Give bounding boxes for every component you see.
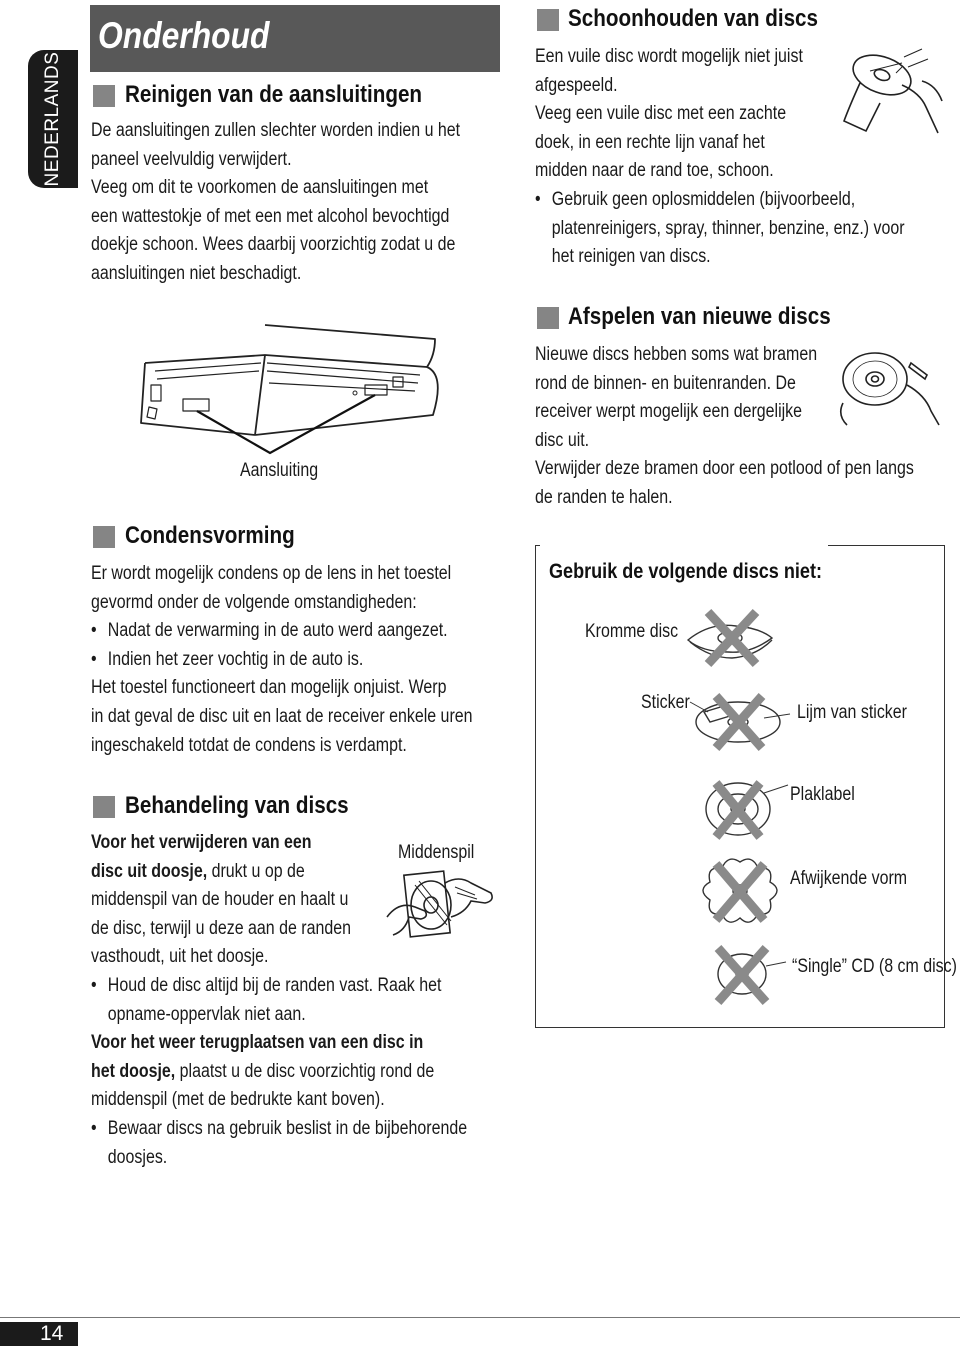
receiver-connector-illustration — [135, 315, 465, 460]
bold-phrase: Voor het weer terugplaatsen van een disc in — [91, 1032, 424, 1054]
text-line: disc uit. — [535, 429, 590, 451]
section-marker — [93, 85, 115, 107]
paragraph-condens — [91, 560, 473, 760]
page-title-bar — [90, 5, 500, 72]
text-line: gevormd onder de volgende omstandigheden: — [91, 591, 417, 613]
text-line — [91, 858, 467, 887]
label-plaklabel: Plaklabel — [790, 784, 855, 805]
paragraph-reinigen — [91, 117, 460, 289]
text-line: Een vuile disc wordt mogelijk niet juist — [535, 46, 803, 67]
label-lijm-van-sticker: Lijm van sticker — [797, 702, 907, 723]
page-number: 14 — [40, 1322, 64, 1345]
page-title: Onderhoud — [98, 15, 270, 56]
section-marker — [93, 526, 115, 548]
label-disc-icon — [700, 775, 790, 841]
shaped-disc-icon — [700, 856, 780, 926]
text-line: De aansluitingen zullen slechter worden indien u het — [91, 120, 461, 141]
page-number-tab — [0, 1322, 78, 1346]
text-line: Verwijder deze bramen door een potlood of pen langs — [535, 458, 914, 480]
language-tab — [28, 50, 78, 188]
bold-phrase: disc uit doosje, — [91, 860, 208, 882]
bullet-continuation: opname-oppervlak niet aan. — [107, 1003, 306, 1025]
bullet-continuation: het reinigen van discs. — [551, 246, 711, 268]
text-line: aansluitingen niet beschadigt. — [91, 262, 302, 284]
text-line: de randen te halen. — [535, 486, 673, 508]
box-title: Gebruik de volgende discs niet: — [549, 560, 822, 583]
text-line — [91, 1029, 467, 1058]
text-line: paneel veelvuldig verwijdert. — [91, 148, 292, 170]
heading-behandeling: Behandeling van discs — [125, 792, 349, 819]
label-afwijkende-vorm: Afwijkende vorm — [790, 868, 908, 889]
bold-phrase: Voor het verwijderen van een — [91, 832, 312, 853]
box-top-border — [828, 545, 945, 546]
heading-afspelen: Afspelen van nieuwe discs — [568, 303, 831, 330]
text-run: drukt u op de — [207, 860, 305, 882]
label-single-cd: “Single” CD (8 cm disc) — [792, 956, 957, 977]
text-line: in dat geval de disc uit en laat de receiver enkele uren — [91, 705, 473, 727]
section-marker — [537, 9, 559, 31]
single-cd-icon — [706, 942, 786, 1008]
label-sticker: Sticker — [641, 692, 690, 713]
heading-condensvorming: Condensvorming — [125, 522, 295, 549]
disc-deburring-illustration — [835, 345, 945, 430]
section-marker — [93, 796, 115, 818]
bullet-continuation: platenreinigers, spray, thinner, benzine, enz.) voor — [551, 217, 905, 239]
text-line: rond de binnen- en buitenranden. De — [535, 372, 796, 394]
bullet-item: • Gebruik geen oplosmiddelen (bijvoorbeeld, — [535, 186, 905, 215]
bullet-item: • Bewaar discs na gebruik beslist in de bijbehorende — [91, 1115, 467, 1144]
text-line: doek, in een rechte lijn vanaf het — [535, 131, 765, 153]
label-middenspil: Middenspil — [398, 842, 475, 863]
paragraph-behandeling — [91, 829, 467, 1172]
text-line: vasthoudt, uit het doosje. — [91, 946, 269, 968]
text-line — [91, 1058, 467, 1087]
text-line: Veeg een vuile disc met een zachte — [535, 103, 787, 125]
disc-cleaning-illustration — [830, 45, 950, 140]
text-line: afgespeeld. — [535, 74, 618, 96]
text-line: Er wordt mogelijk condens op de lens in het toestel — [91, 563, 452, 584]
bullet-item: • Houd de disc altijd bij de randen vast. Raak het — [91, 972, 467, 1001]
box-top-border — [535, 545, 540, 546]
bold-phrase: het doosje, — [91, 1060, 176, 1082]
text-line: receiver werpt mogelijk een dergelijke — [535, 401, 803, 423]
text-line: Veeg om dit te voorkomen de aansluitingen met — [91, 177, 429, 199]
heading-reinigen: Reinigen van de aansluitingen — [125, 81, 423, 108]
bullet-continuation: doosjes. — [107, 1146, 168, 1168]
text-line: de disc, terwijl u deze aan de randen — [91, 917, 351, 939]
label-aansluiting: Aansluiting — [240, 460, 319, 481]
text-line: ingeschakeld totdat de condens is verdampt. — [91, 734, 407, 756]
text-line: Nieuwe discs hebben soms wat bramen — [535, 344, 818, 365]
text-line: doekje schoon. Wees daarbij voorzichtig zodat u de — [91, 234, 456, 256]
footer-rule — [0, 1317, 960, 1318]
warped-disc-icon — [680, 608, 780, 668]
sticker-disc-icon — [690, 690, 800, 750]
label-kromme-disc: Kromme disc — [585, 621, 679, 642]
bullet-item: • Nadat de verwarming in de auto werd aangezet. — [91, 617, 473, 646]
text-line — [91, 829, 467, 858]
text-line: middenspil (met de bedrukte kant boven). — [91, 1089, 385, 1111]
heading-schoonhouden: Schoonhouden van discs — [568, 5, 819, 32]
language-tab-label: NEDERLANDS — [42, 51, 63, 187]
text-line: midden naar de rand toe, schoon. — [535, 160, 774, 182]
text-line: een wattestokje of met een met alcohol bevochtigd — [91, 205, 450, 227]
text-line: Het toestel functioneert dan mogelijk onjuist. Werp — [91, 677, 447, 699]
text-line: middenspil van de houder en haalt u — [91, 889, 349, 911]
section-marker — [537, 307, 559, 329]
bullet-item: • Indien het zeer vochtig in de auto is. — [91, 646, 473, 675]
text-run: plaatst u de disc voorzichtig rond de — [175, 1060, 435, 1082]
